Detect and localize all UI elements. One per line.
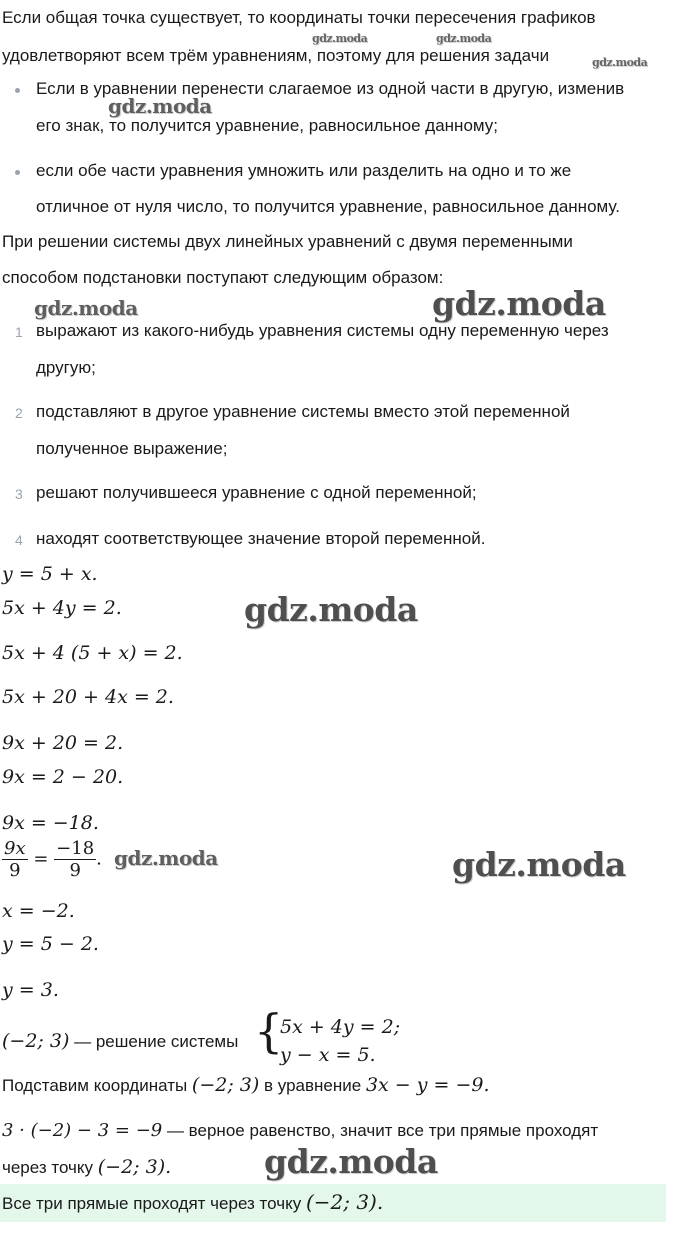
fraction (2, 838, 28, 881)
intro-line-1: Если общая точка существует, то координаты точки пересечения графиков (2, 8, 596, 27)
watermark-logo: gdz.moda (244, 590, 418, 629)
fraction-numerator: −18 (56, 838, 95, 859)
fraction (54, 838, 96, 881)
equation: 5x + 20 + 4x = 2. (2, 686, 174, 708)
step-number: 1 (15, 324, 23, 340)
point-coordinates: (−2; 3) (191, 1074, 260, 1096)
watermark-logo: gdz.moda (452, 845, 626, 884)
system-solution-text: — решение системы (69, 1032, 239, 1051)
point-coordinates: (−2; 3). (97, 1156, 172, 1178)
equation: 5x + 4y = 2. (2, 597, 122, 619)
equation: 9x + 20 = 2. (2, 732, 124, 754)
watermark-logo: gdz.moda (114, 846, 218, 870)
step-number: 4 (15, 532, 23, 548)
step-3-line-1: решают получившееся уравнение с одной переменной; (36, 483, 477, 502)
rule-1-line-1: Если в уравнении перенести слагаемое из одной части в другую, изменив (36, 79, 625, 98)
system-equation-1: 5x + 4y = 2; (280, 1016, 401, 1038)
step-number: 3 (15, 486, 23, 502)
period: . (96, 848, 102, 870)
equation: y = 5 + x. (2, 563, 98, 585)
equation: y = 3. (2, 979, 59, 1001)
watermark-logo: gdz.moda (312, 32, 368, 45)
answer-line (2, 1190, 383, 1214)
equation: 3x − y = −9. (365, 1074, 490, 1096)
step-4-line-1: находят соответствующее значение второй переменной. (36, 529, 486, 548)
method-line-1: При решении системы двух линейных уравнений с двумя переменными (2, 232, 573, 251)
answer-text: Все три прямые проходят через точку (2, 1194, 306, 1213)
equation: y = 5 − 2. (2, 933, 99, 955)
substitute-text-1: Подставим координаты (2, 1076, 192, 1095)
step-number: 2 (15, 405, 23, 421)
check-text: — верное равенство, значит все три прямые проходят (162, 1121, 599, 1140)
equation: 9x = −18. (2, 812, 99, 834)
fraction-numerator: 9x (4, 838, 26, 859)
bullet-marker (15, 88, 20, 93)
rule-2-line-2: отличное от нуля число, то получится уравнение, равносильное данному. (36, 197, 620, 216)
watermark-logo: gdz.moda (108, 94, 212, 118)
equation: 5x + 4 (5 + x) = 2. (2, 642, 183, 664)
equation: 9x = 2 − 20. (2, 766, 124, 788)
check-expression: 3 · (−2) − 3 = −9 (2, 1120, 163, 1141)
substitute-text-2: в уравнение (259, 1076, 366, 1095)
method-line-2: способом подстановки поступают следующим образом: (2, 268, 444, 287)
watermark-logo: gdz.moda (592, 56, 648, 69)
check-line-2 (2, 1156, 171, 1178)
watermark-logo: gdz.moda (264, 1142, 438, 1181)
fraction-denominator: 9 (9, 860, 21, 881)
rule-2-line-1: если обе части уравнения умножить или разделить на одно и то же (36, 161, 572, 180)
step-2-line-1: подставляют в другое уравнение системы вместо этой переменной (36, 402, 570, 421)
system-solution-line (2, 1030, 238, 1052)
watermark-logo: gdz.moda (436, 32, 492, 45)
fraction-denominator: 9 (69, 860, 81, 881)
watermark-logo: gdz.moda (432, 284, 606, 323)
bullet-marker (15, 170, 20, 175)
step-1-line-1: выражают из какого-нибудь уравнения системы одну переменную через (36, 321, 609, 340)
point-coordinates: (−2; 3) (2, 1030, 70, 1052)
check-text-2: через точку (2, 1158, 98, 1177)
check-line-1 (2, 1120, 598, 1141)
intro-line-2: удовлетворяют всем трём уравнениям, поэтому для решения задачи (2, 46, 550, 65)
rule-1-line-2: его знак, то получится уравнение, равносильное данному; (36, 116, 498, 135)
equals-sign: = (33, 848, 49, 870)
point-coordinates: (−2; 3). (305, 1190, 384, 1214)
watermark-logo: gdz.moda (34, 296, 138, 320)
system-equation-2: y − x = 5. (280, 1044, 376, 1066)
system-brace-icon: { (254, 1004, 284, 1058)
step-1-line-2: другую; (36, 358, 96, 377)
equation: x = −2. (2, 900, 75, 922)
substitute-line (2, 1074, 490, 1096)
step-2-line-2: полученное выражение; (36, 439, 228, 458)
fraction-equation (2, 838, 102, 881)
